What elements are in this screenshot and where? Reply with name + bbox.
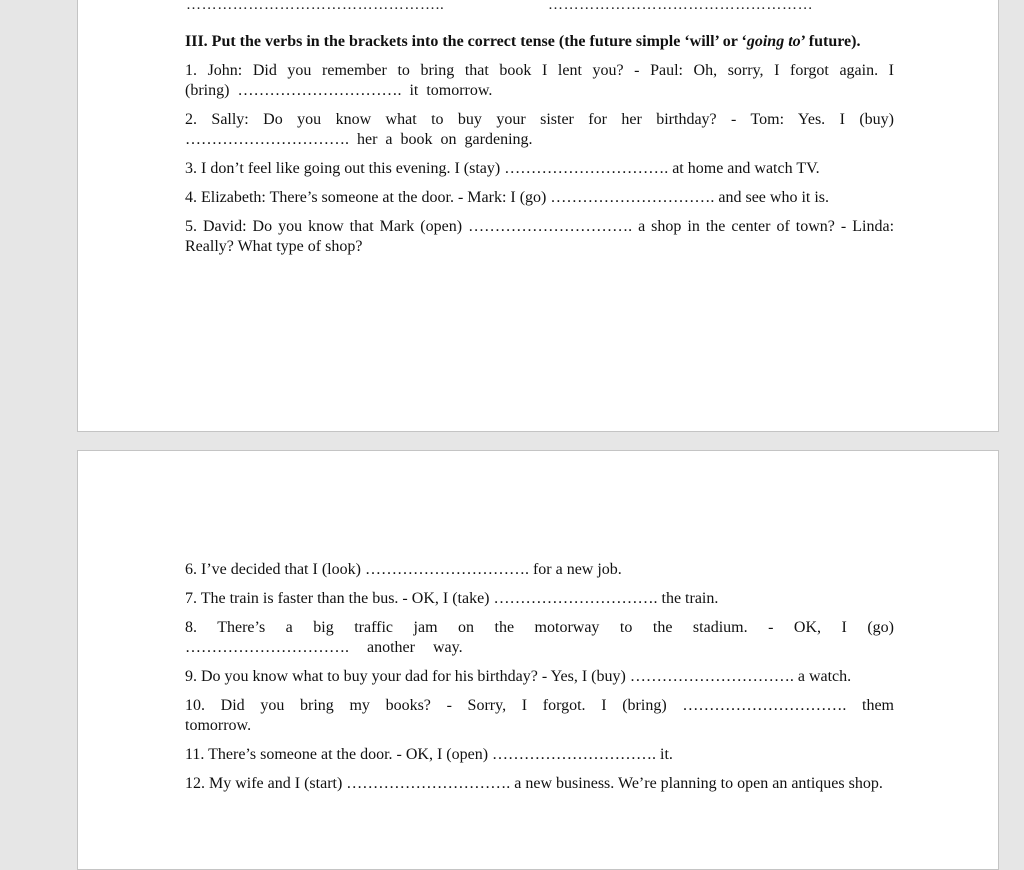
exercise-section	[185, 32, 894, 266]
exercise-item-4: 4. Elizabeth: There’s someone at the door. - Mark: I (go) …………………………. and see who it is.	[185, 189, 830, 206]
exercise-item-7: 7. The train is faster than the bus. - OK, I (take) …………………………. the train.	[185, 590, 719, 607]
exercise-item-1: 1. John: Did you remember to bring that book I lent you? - Paul: Oh, sorry, I forgot again. I (bring) …………………………. it tomorrow.	[185, 62, 894, 99]
exercise-item-5: 5. David: Do you know that Mark (open) …………………………. a shop in the center of town? - Linda: Really? What type of shop?	[185, 218, 895, 255]
answer-blank: ………………………….	[346, 775, 511, 792]
answer-blank: ………………………….	[493, 590, 658, 607]
document-page-1	[77, 0, 999, 432]
answer-blank: ………………………….	[468, 218, 633, 235]
answer-blank: ………………………….	[492, 746, 657, 763]
answer-blank: ………………………….	[629, 668, 794, 685]
exercise-item-2: 2. Sally: Do you know what to buy your sister for her birthday? - Tom: Yes. I (buy) …………………………. her a book on gardening.	[185, 111, 894, 148]
exercise-heading: III. Put the verbs in the brackets into the correct tense (the future simple ‘will’ or ‘going to’ future).	[185, 33, 861, 50]
answer-blank: ………………………….	[237, 82, 402, 99]
answer-line-left: …………………………………………..	[186, 0, 445, 13]
answer-blank: ………………………….	[550, 189, 715, 206]
answer-blank: ………………………….	[682, 697, 847, 714]
answer-blank: ………………………….	[185, 639, 349, 656]
answer-blank: ………………………….	[504, 160, 669, 177]
document-page-2	[77, 450, 999, 870]
exercise-item-10: 10. Did you bring my books? - Sorry, I forgot. I (bring) …………………………. them tomorrow.	[185, 697, 894, 734]
exercise-item-3: 3. I don’t feel like going out this evening. I (stay) …………………………. at home and watch TV.	[185, 160, 820, 177]
answer-blank: ………………………….	[364, 561, 529, 578]
exercise-item-9: 9. Do you know what to buy your dad for his birthday? - Yes, I (buy) …………………………. a watch.	[185, 668, 852, 685]
answer-line-right: ……………………………………………	[548, 0, 814, 13]
exercise-item-8: 8. There’s a big traffic jam on the motorway to the stadium. - OK, I (go) …………………………. another way.	[185, 619, 894, 656]
exercise-item-11: 11. There’s someone at the door. - OK, I (open) …………………………. it.	[185, 746, 673, 763]
answer-blank: ………………………….	[185, 131, 349, 148]
exercise-item-12: 12. My wife and I (start) …………………………. a new business. We’re planning to open an antiques shop.	[185, 775, 883, 792]
exercise-section-continued	[185, 560, 894, 803]
heading-italic-going-to: going to	[746, 33, 801, 50]
exercise-item-6: 6. I’ve decided that I (look) …………………………. for a new job.	[185, 561, 622, 578]
